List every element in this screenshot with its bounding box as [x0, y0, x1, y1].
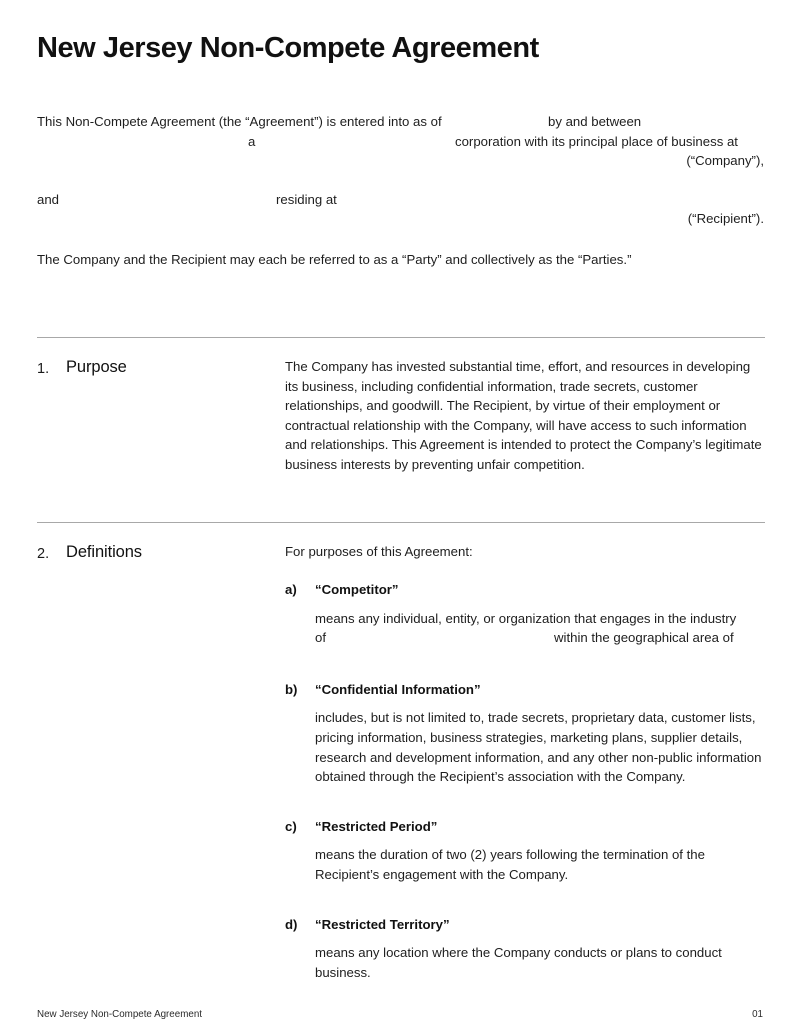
definition-term-b: “Confidential Information” — [315, 681, 481, 697]
intro-line-1 — [37, 112, 764, 132]
intro-line-4-residing: residing at — [276, 191, 337, 207]
page-title: New Jersey Non-Compete Agreement — [37, 32, 539, 64]
section-1-number: 1. — [37, 361, 50, 377]
company-label: (“Company”), — [686, 153, 764, 168]
definition-term-c: “Restricted Period” — [315, 818, 438, 834]
intro-line-2-tail: corporation with its principal place of business at — [455, 133, 738, 149]
definition-body-c: means the duration of two (2) years following the termination of the Recipient’s engagement with the Company. — [315, 847, 705, 882]
definition-body-a — [315, 609, 765, 648]
intro-line-5 — [37, 209, 764, 229]
definition-marker-a: a) — [285, 582, 297, 597]
intro-line-1-tail: by and between — [548, 114, 642, 129]
recipient-label: (“Recipient”). — [687, 211, 764, 226]
definition-item-c — [285, 817, 765, 885]
definition-body-d: means any location where the Company conducts or plans to conduct business. — [315, 945, 722, 980]
definition-a-line-1: means any individual, entity, or organization that engages in the industry — [315, 610, 737, 626]
definition-body-b: includes, but is not limited to, trade secrets, proprietary data, customer lists, pricing information, business strategies, marketing plans, supplier details, research and development information, and any other non-public information obtained through the Recipient’s association with the Company. — [315, 710, 762, 785]
definition-marker-c: c) — [285, 818, 297, 834]
definition-spacer-c — [285, 885, 765, 915]
definition-term-a: “Competitor” — [315, 582, 399, 597]
intro-line-3 — [37, 151, 764, 171]
intro-block — [37, 112, 764, 229]
intro-line-1-lead: This Non-Compete Agreement (the “Agreement”) is entered into as of — [37, 114, 442, 129]
definition-marker-d: d) — [285, 916, 298, 932]
definition-item-a — [285, 580, 765, 648]
definition-item-b — [285, 680, 765, 787]
section-1-body: The Company has invested substantial time, effort, and resources in developing its business, including confidential information, trade secrets, customer relationships, and goodwill. The Recipient, by virtue of their employment or contractual relationship with the Company, will have access to such information and relationships. This Agreement is intended to protect the Company’s legitimate business interests by preventing unfair competition. — [285, 359, 762, 472]
definition-spacer-b — [285, 787, 765, 817]
definition-marker-b: b) — [285, 681, 298, 697]
section-2-heading: Definitions — [66, 543, 142, 561]
intro-line-2 — [37, 132, 764, 152]
definition-a-line-2 — [315, 628, 765, 648]
intro-line-4 — [37, 190, 764, 210]
definition-item-d — [285, 915, 765, 983]
section-divider-1 — [37, 337, 765, 338]
intro-spacer — [37, 171, 764, 190]
section-2-number: 2. — [37, 546, 50, 562]
definition-spacer-a — [285, 648, 765, 680]
definition-term-d: “Restricted Territory” — [315, 916, 450, 932]
definition-a-line-2-prefix: of — [315, 630, 326, 646]
footer-document-name: New Jersey Non-Compete Agreement — [37, 1009, 202, 1020]
section-1-heading: Purpose — [66, 358, 127, 376]
section-divider-2 — [37, 522, 765, 523]
section-2-intro: For purposes of this Agreement: — [285, 544, 473, 559]
definitions-list — [285, 580, 765, 982]
intro-paragraph-2: The Company and the Recipient may each be referred to as a “Party” and collectively as the “Parties.” — [37, 252, 632, 267]
definition-a-line-2-suffix: within the geographical area of — [554, 630, 734, 646]
footer-page-number: 01 — [752, 1009, 763, 1020]
intro-line-4-and: and — [37, 191, 60, 207]
intro-line-2-article: a — [248, 133, 256, 149]
